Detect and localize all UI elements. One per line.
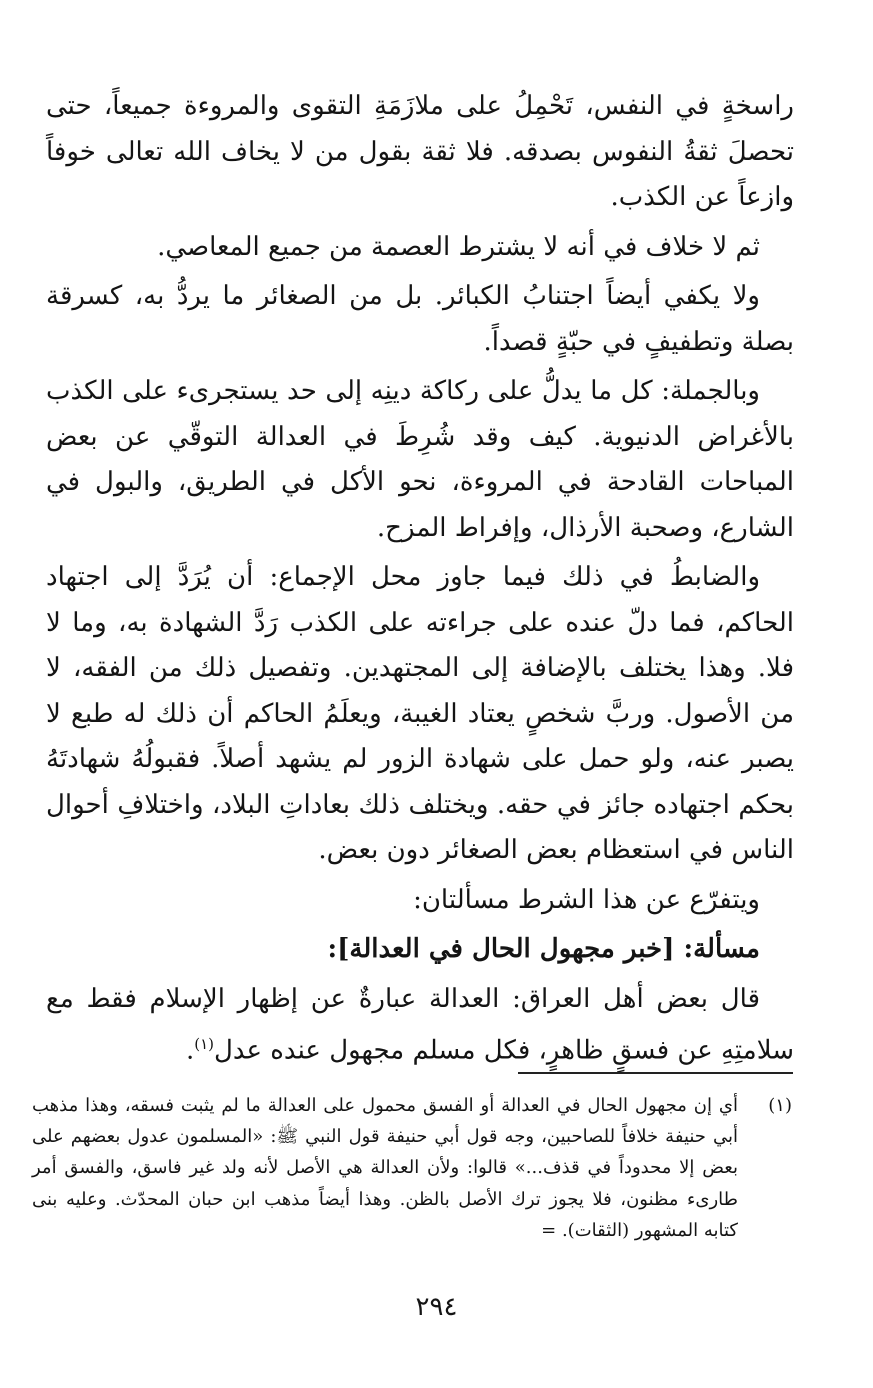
page-number: ٢٩٤: [415, 1292, 458, 1322]
footnote-separator: [518, 1072, 793, 1074]
footnote: [32, 1090, 792, 1246]
paragraph-6: ويتفرّع عن هذا الشرط مسألتان:: [413, 884, 760, 915]
footnote-marker: (١): [194, 1035, 214, 1053]
paragraph-3: ولا يكفي أيضاً اجتنابُ الكبائر. بل من الصغائر ما يردُّ به، كسرقة بصلة وتطفيفٍ في حبّةٍ قصداً.: [46, 281, 794, 357]
main-text: [46, 84, 794, 1078]
paragraph-5: والضابطُ في ذلك فيما جاوز محل الإجماع: أن يُرَدَّ إلى اجتهاد الحاكم، فما دلّ عنده على جراءته على الكذب رَدَّ الشهادة به، وما لا فلا. وهذا يختلف بالإضافة إلى المجتهدين. وتفصيل ذلك من الفقه، لا من الأصول. وربَّ شخصٍ يعتاد الغيبة، ويعلَمُ الحاكم أن ذلك له طبع لا يصبر عنه، ولو حمل على شهادة الزور لم يشهد أصلاً. فقبولُهُ شهادتَهُ بحكم اجتهاده جائز في حقه. ويختلف ذلك بعاداتِ البلاد، واختلافِ أحوال الناس في استعظام بعض الصغائر دون بعض.: [46, 562, 794, 865]
section-heading: مسألة: [خبر مجهول الحال في العدالة]:: [327, 934, 760, 964]
paragraph-7-text: قال بعض أهل العراق: العدالة عبارةٌ عن إظهار الإسلام فقط مع سلامتِهِ عن فسقٍ ظاهرٍ، فكل مسلم مجهول عنده عدل: [46, 983, 794, 1066]
footnote-number: (١): [768, 1095, 792, 1116]
paragraph-2: ثم لا خلاف في أنه لا يشترط العصمة من جميع المعاصي.: [157, 231, 760, 262]
footnote-text: أي إن مجهول الحال في العدالة أو الفسق محمول على العدالة ما لم يثبت فسقه، وهذا مذهب أبي حنيفة خلافاً للصاحبين، وجه قول أبي حنيفة قول النبي ﷺ: «المسلمون عدول بعضهم على بعض إلا محدوداً في قذف...» قالوا: ولأن العدالة هي الأصل لأنه ولد غير فاسق، والفسق أمر طارىء مظنون، فلا يجوز ترك الأصل بالظن. وهذا أيضاً مذهب ابن حبان المحدّث. وعليه بنى كتابه المشهور (الثقات). =: [32, 1095, 738, 1241]
paragraph-7-end: .: [185, 1035, 195, 1066]
paragraph-4: وبالجملة: كل ما يدلُّ على ركاكة دينِه إلى حد يستجرىء على الكذب بالأغراض الدنيوية. كيف وقد شُرِطَ في العدالة التوقّي عن بعض المباحات القادحة في المروءة، نحو الأكل في الطريق، والبول في الشارع، وصحبة الأرذال، وإفراط المزح.: [46, 376, 794, 543]
paragraph-1: راسخةٍ في النفس، تَحْمِلُ على ملازَمَةِ التقوى والمروءة جميعاً، حتى تحصلَ ثقةُ النفوس بصدقه. فلا ثقة بقول من لا يخاف الله تعالى خوفاً وازعاً عن الكذب.: [46, 91, 794, 212]
paragraph-7: [46, 977, 794, 1075]
